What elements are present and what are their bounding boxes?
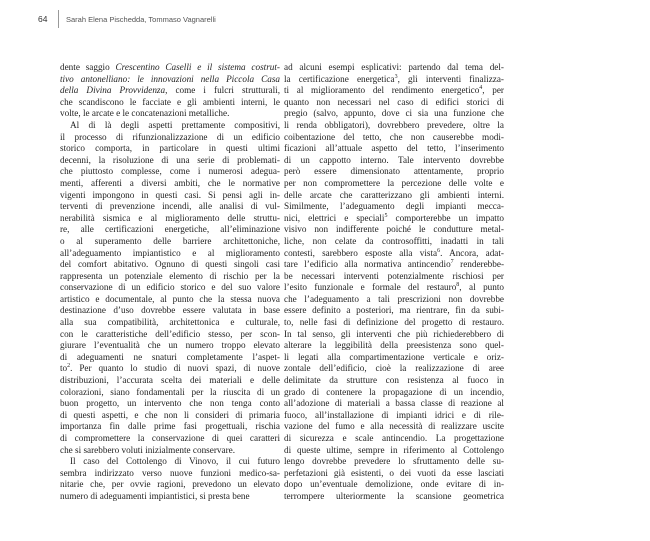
text-line: di compromettere la conservazione di quei caratteri xyxy=(60,433,280,443)
text-line: liche, non celate da controsoffitti, inadatti in tali xyxy=(284,235,504,246)
text-line: vazione del fumo e alla necessità di realizzare uscite xyxy=(284,421,504,432)
text-line: li renda obbligatori), dovrebbero prevedere, oltre la xyxy=(284,119,504,130)
text-line: numero di adeguamenti impiantistici, si presta bene xyxy=(60,490,250,501)
text-line: be necessari interventi potenzialmente rischiosi per xyxy=(284,270,504,281)
text-line: di adeguamenti ne snaturi completamente l’aspet- xyxy=(60,351,280,362)
text-line: il processo di rifunzionalizzazione di un edificio xyxy=(60,131,280,142)
text-line: terventi di prevenzione incendi, alle analisi di vul- xyxy=(60,201,280,212)
text-line: In tal senso, gli interventi che più richiederebbero di xyxy=(284,328,504,339)
text-line: tivo antonelliano: le innovazioni nella Piccola Casa xyxy=(60,73,280,84)
text-line: dopo un’eventuale demolizione, onde evitare di in- xyxy=(284,479,504,490)
text-line: menti, afferenti a diversi ambiti, che le normative xyxy=(60,177,280,188)
right-text-column xyxy=(284,62,504,503)
text-line: rappresenta un potenziale elemento di rischio per la xyxy=(60,270,280,281)
text-line: che piuttosto complesse, come i numerosi adegua- xyxy=(60,166,280,177)
text-line: però essere dimensionato attentamente, proprio xyxy=(284,166,504,177)
text-line: artistico e documentale, al punto che la stessa nuova xyxy=(60,293,280,304)
text-line: ficazioni all’attuale aspetto del tetto, l’inserimento xyxy=(284,143,504,154)
text-line: delimitate da strutture con resistenza al fuoco in xyxy=(284,375,504,386)
text-line: ti al miglioramento del rendimento energetico$^4$, per xyxy=(284,85,504,96)
text-line: all’adeguamento impiantistico e al miglioramento xyxy=(60,247,280,258)
left-text-column xyxy=(60,62,280,503)
text-line: fuoco, all’installazione di impianti idrici e di rile- xyxy=(284,409,504,420)
running-header xyxy=(38,8,618,30)
text-line: contesti, sarebbero esposte alla vista$^6$. Ancora, adat- xyxy=(284,247,504,258)
text-line: alterare la leggibilità della preesistenza sono quel- xyxy=(284,340,504,351)
text-line: quanto non necessari nel caso di edifici storici di xyxy=(284,96,504,107)
text-line: del comfort abitativo. Ognuno di questi singoli casi xyxy=(60,259,280,270)
text-line: tare l’edificio alla normativa antincendio$^7$ renderebbe- xyxy=(284,259,504,270)
text-line: volte, le arcate e le concatenazioni metalliche. xyxy=(60,108,230,119)
text-line: Similmente, l’adeguamento degli impianti mecca- xyxy=(284,201,504,212)
text-line: lengo dovrebbe prevedere lo sfruttamento delle su- xyxy=(284,456,504,467)
text-line: nici, elettrici e speciali$^5$ comporterebbe un impatto xyxy=(284,212,504,223)
text-line: decenni, la risoluzione di una serie di problemati- xyxy=(60,154,280,165)
text-line: delle arcate che caratterizzano gli ambienti interni. xyxy=(284,189,504,200)
text-line: l’esito funzionale e formale del restauro$^8$, al punto xyxy=(284,282,504,293)
text-line: vigenti impongono in questi casi. Si pensi agli in- xyxy=(60,189,280,200)
text-line: di un cappotto interno. Tale intervento dovrebbe xyxy=(284,154,504,165)
text-line: distribuzioni, l’accurata scelta dei materiali e delle xyxy=(60,375,280,386)
text-line: di questi aspetti, e che non li consideri di primaria xyxy=(60,409,280,420)
text-line: Al di là degli aspetti prettamente compositivi, xyxy=(70,119,280,130)
text-line: alla sua compatibilità, architettonica e culturale, xyxy=(60,317,280,328)
text-line: storico comporta, in particolare in questi ultimi xyxy=(60,143,280,154)
text-line: nerabilità sismica e al miglioramento delle struttu- xyxy=(60,212,280,223)
text-line: essere definito a posteriori, ma rientrare, fin da subi- xyxy=(284,305,504,316)
text-line: zontale dell’edificio, cioè la realizzazione di aree xyxy=(284,363,504,374)
text-line: pregio (salvo, appunto, dove ci sia una funzione che xyxy=(284,108,504,119)
text-line: conservazione di un edificio storico e del suo valore xyxy=(60,282,280,293)
text-line: che scandiscono le facciate e gli ambienti interni, le xyxy=(60,96,280,107)
text-line: per non compromettere la percezione delle volte e xyxy=(284,177,504,188)
text-line: nitarie che, per ovvie ragioni, prevedono un elevato xyxy=(60,479,280,490)
text-line: giurare l’eventualità che un numero troppo elevato xyxy=(60,340,280,351)
text-line: to, nelle fasi di definizione del progetto di restauro. xyxy=(284,317,504,328)
text-line: visivo non indifferente poiché le condutture metal- xyxy=(284,224,504,235)
text-line: Il caso del Cottolengo di Vinovo, il cui futuro xyxy=(70,456,280,467)
text-line: buon progetto, un intervento che non tenga conto xyxy=(60,398,280,409)
text-line: li legati alla compartimentazione verticale e oriz- xyxy=(284,351,504,362)
text-line: di queste ultime, sempre in riferimento al Cottolengo xyxy=(284,444,504,455)
text-line: ad alcuni esempi esplicativi: partendo dal tema del- xyxy=(284,62,504,72)
text-line: coibentazione del tetto, che non causerebbe modi- xyxy=(284,131,504,142)
text-line: di sicurezza e scale antincendio. La progettazione xyxy=(284,433,504,443)
text-line: o al superamento delle barriere architettoniche, xyxy=(60,235,280,246)
text-line: re, alle certificazioni energetiche, all’eliminazione xyxy=(60,224,280,235)
text-line: con le caratteristiche dell’edificio stesso, per scon- xyxy=(60,328,280,339)
text-line: grado di contenere la propagazione di un incendio, xyxy=(284,386,504,397)
page-number: 64 xyxy=(38,14,48,24)
text-line: sembra indirizzato verso nuove funzioni medico-sa- xyxy=(60,467,280,478)
text-line: colorazioni, siano fondamentali per la riuscita di un xyxy=(60,386,280,397)
header-divider xyxy=(58,10,59,28)
text-line: all’adozione di materiali a bassa classe di reazione al xyxy=(284,398,504,409)
text-line: importanza fin dalle prime fasi progettuali, rischia xyxy=(60,421,280,432)
running-header-authors: Sarah Elena Pischedda, Tommaso Vagnarelli xyxy=(66,15,216,24)
text-line: che si sarebbero voluti inizialmente conservare. xyxy=(60,444,236,455)
text-line: $to^2$. Per quanto lo studio di nuovi spazi, di nuove xyxy=(60,363,280,374)
text-line: della Divina Provvidenza, come i fulcri strutturali, xyxy=(60,85,280,96)
text-line: dente saggio Crescentino Caselli e il sistema costrut- xyxy=(60,62,280,72)
text-line: destinazione d’uso dovrebbe essere valutata in base xyxy=(60,305,280,316)
text-line: perfetazioni già esistenti, o dei vuoti da esse lasciati xyxy=(284,467,504,478)
text-line: terrompere ulteriormente la scansione geometrica xyxy=(284,490,504,501)
text-line: la certificazione energetica$^3$, gli interventi finalizza- xyxy=(284,73,504,84)
text-line: che l’adeguamento a tali prescrizioni non dovrebbe xyxy=(284,293,504,304)
